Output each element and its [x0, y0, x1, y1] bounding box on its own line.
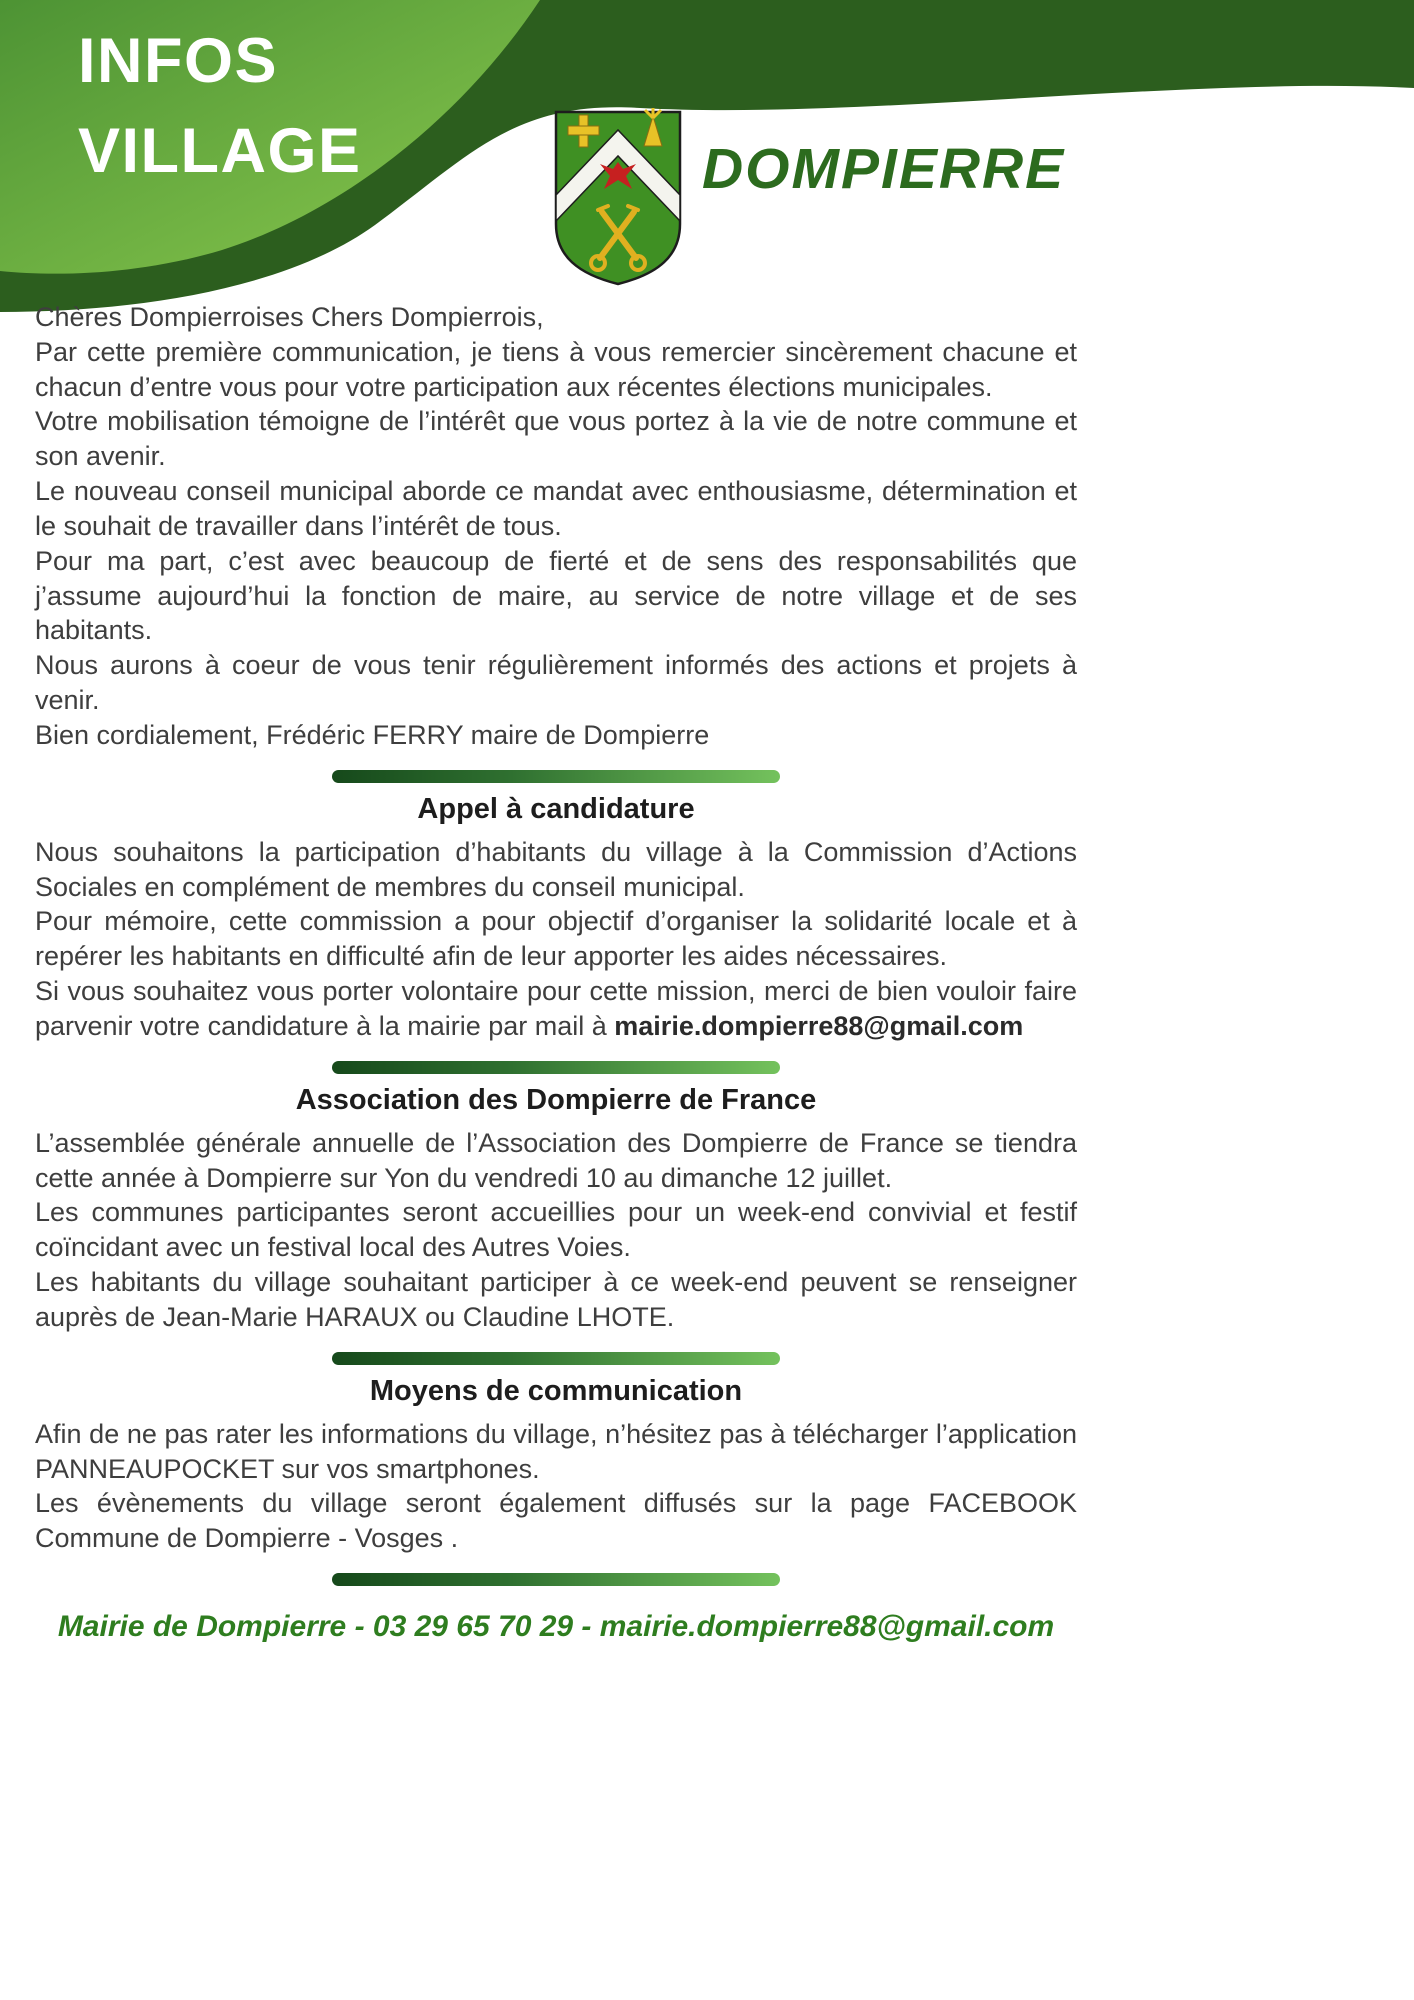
section-association-dompierre — [35, 1084, 1077, 1335]
intro-section — [35, 300, 1077, 753]
section-title: Appel à candidature — [417, 792, 695, 825]
paragraph: Afin de ne pas rater les informations du village, n’hésitez pas à télécharger l’application PANNEAUPOCKET sur vos smartphones. — [35, 1418, 1077, 1484]
coat-of-arms-icon — [548, 106, 688, 291]
paragraph: Nous souhaitons la participation d’habitants du village à la Commission d’Actions Sociales en complément de membres du conseil municipal. — [35, 836, 1077, 902]
town-name: DOMPIERRE — [702, 137, 1066, 201]
paragraph: Chères Dompierroises Chers Dompierrois, — [35, 302, 544, 332]
paragraph: Votre mobilisation témoigne de l’intérêt que vous portez à la vie de notre commune et son avenir. — [35, 406, 1077, 472]
contact-footer: Mairie de Dompierre - 03 29 65 70 29 - mairie.dompierre88@gmail.com — [57, 1610, 1055, 1644]
newsletter-title — [78, 16, 362, 196]
section-appel-candidature — [35, 793, 1077, 1044]
newsletter-body — [35, 300, 1077, 1644]
section-moyens-communication — [35, 1375, 1077, 1556]
section-title: Association des Dompierre de France — [295, 1083, 817, 1116]
paragraph: Les évènements du village seront également diffusés sur la page FACEBOOK Commune de Dompierre - Vosges . — [35, 1488, 1077, 1554]
section-divider — [332, 1573, 780, 1586]
paragraph: Nous aurons à coeur de vous tenir régulièrement informés des actions et projets à venir. — [35, 650, 1077, 716]
section-divider — [332, 1061, 780, 1074]
paragraph: Les habitants du village souhaitant participer à ce week-end peuvent se renseigner auprès de Jean-Marie HARAUX ou Claudine LHOTE. — [35, 1267, 1077, 1332]
paragraph-with-email — [35, 974, 1077, 1044]
paragraph: Le nouveau conseil municipal aborde ce mandat avec enthousiasme, détermination et le souhait de travailler dans l’intérêt de tous. — [35, 476, 1077, 541]
paragraph-signature: Bien cordialement, Frédéric FERRY maire de Dompierre — [35, 719, 710, 750]
paragraph: Par cette première communication, je tiens à vous remercier sincèrement chacune et chacun d’entre vous pour votre participation aux récentes élections municipales. — [35, 336, 1077, 402]
title-line-village: VILLAGE — [78, 116, 362, 187]
paragraph: Pour mémoire, cette commission a pour objectif d’organiser la solidarité locale et à repérer les habitants en difficulté afin de leur apporter les aides nécessaires. — [35, 906, 1077, 972]
email-address: mairie.dompierre88@gmail.com — [614, 1010, 1024, 1041]
paragraph: L’assemblée générale annuelle de l’Association des Dompierre de France se tiendra cette année à Dompierre sur Yon du vendredi 10 au dimanche 12 juillet. — [35, 1127, 1077, 1193]
paragraph: Les communes participantes seront accueillies pour un week-end convivial et festif coïncidant avec un festival local des Autres Voies. — [35, 1197, 1077, 1263]
paragraph: Pour ma part, c’est avec beaucoup de fierté et de sens des responsabilités que j’assume aujourd’hui la fonction de maire, au service de notre village et de ses habitants. — [35, 545, 1077, 646]
section-divider — [332, 770, 780, 783]
section-title: Moyens de communication — [369, 1374, 743, 1407]
section-divider — [332, 1352, 780, 1365]
title-line-infos: INFOS — [78, 26, 279, 96]
paragraph-text: Si vous souhaitez vous porter volontaire pour cette mission, merci de bien vouloir faire parvenir votre candidature à la mairie par mail à — [35, 976, 1077, 1041]
